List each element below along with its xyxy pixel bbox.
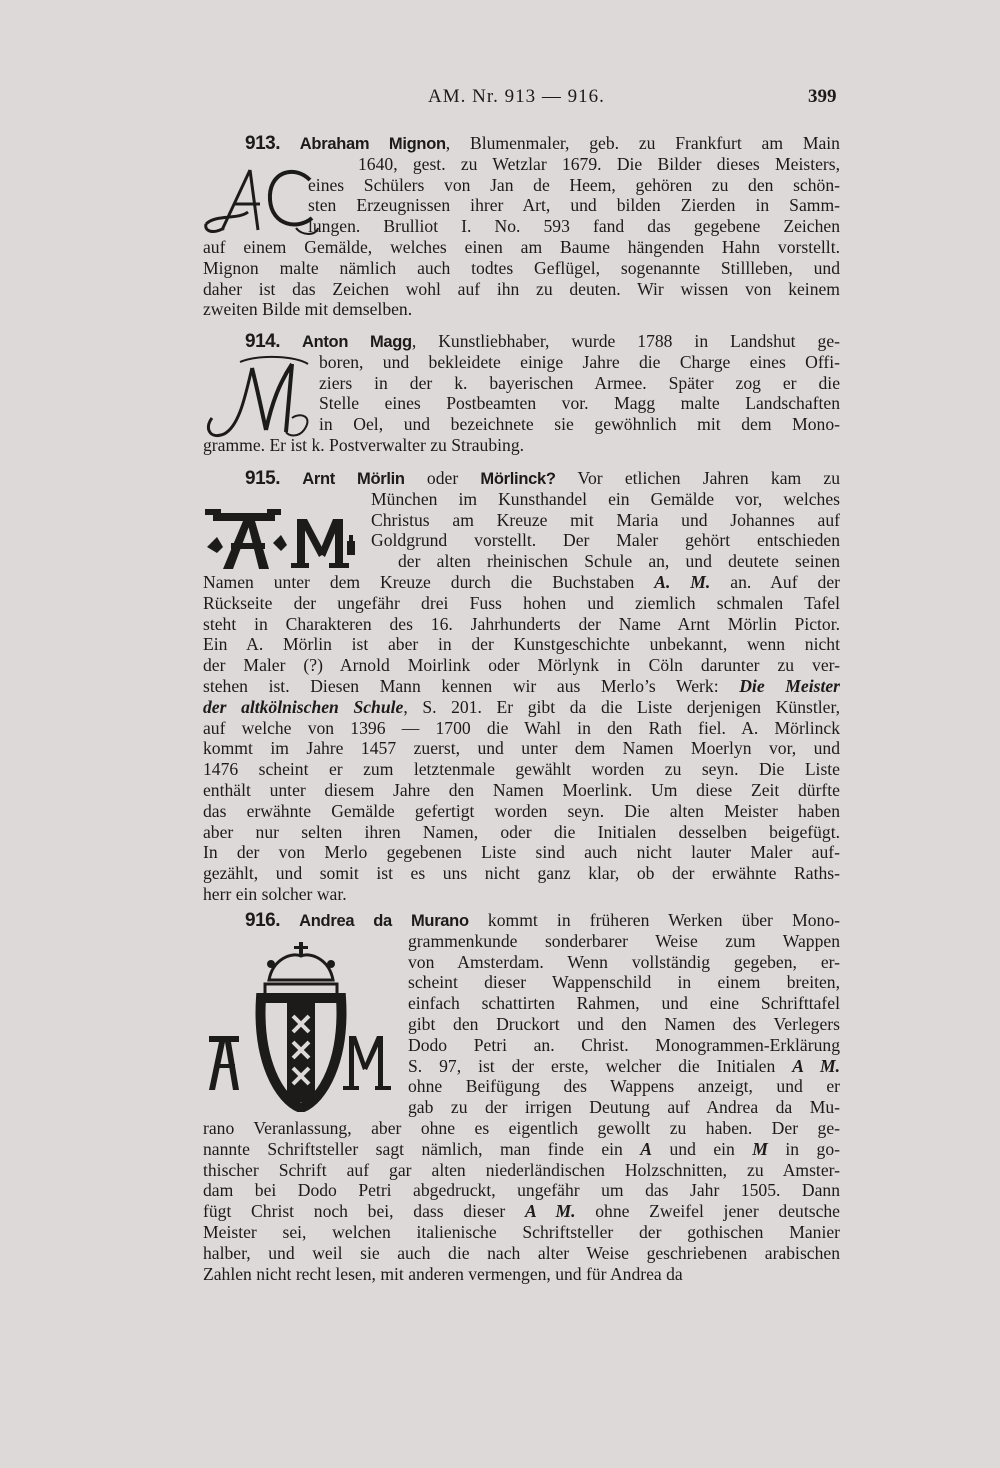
- artist-name: Andrea da Murano: [299, 912, 469, 930]
- entry-line: gramme. Er ist k. Postverwalter zu Straubing.: [203, 434, 525, 455]
- entry-line: grammenkunde sonderbarer Weise zum Wappen: [408, 930, 840, 951]
- book-title: Die Meister: [739, 675, 840, 696]
- entry-line: der Maler (?) Arnold Moirlink oder Mörlynk in Cöln darunter zu ver-: [203, 655, 840, 676]
- entry-line: Goldgrund vorstellt. Der Maler gehört entschieden: [371, 530, 840, 551]
- entry-line: dam bei Dodo Petri abgedruckt, ungefähr um das Jahr 1505. Dann: [203, 1180, 840, 1201]
- entry-line: halber, und weil sie auch die nach alter Weise geschriebenen arabischen: [203, 1242, 840, 1263]
- entry-number: 913.: [245, 133, 280, 154]
- entry-line: kommt im Jahre 1457 zuerst, und unter dem Namen Moerlyn vor, und: [203, 738, 840, 759]
- running-title: AM. Nr. 913 — 916.: [428, 86, 605, 107]
- entry-line: von Amsterdam. Wenn vollständig gegeben, er-: [408, 951, 840, 972]
- entry-line: 914. Anton Magg, Kunstliebhaber, wurde 1788 in Landshut ge-: [245, 331, 840, 352]
- artist-name-variant: Mörlinck?: [480, 470, 556, 488]
- entry-line: steht in Charakteren des 16. Jahrhunderts der Name Arnt Mörlin Pictor.: [203, 613, 840, 634]
- entry-line: aber nur selten ihren Namen, oder die Initialen desselben beigefügt.: [203, 821, 840, 842]
- entry-line: auf einem Gemälde, welches einen am Baume hängenden Hahn vorstellt.: [203, 236, 840, 257]
- entry-line: stehen ist. Diesen Mann kennen wir aus Merlo’s Werk: Die Meister: [203, 675, 840, 696]
- entry-line: 916. Andrea da Murano kommt in früheren Werken über Mono-: [245, 910, 840, 931]
- entry-line: München im Kunsthandel ein Gemälde vor, welches: [371, 488, 840, 509]
- entry-number: 914.: [245, 331, 280, 352]
- artist-name: Arnt Mörlin: [302, 470, 405, 488]
- page-header: [0, 86, 1000, 116]
- monogram-am-script-icon: [198, 158, 323, 240]
- artist-name: Anton Magg: [301, 333, 412, 351]
- entry-line: rano Veranlassung, aber ohne es eigentlich gewollt zu haben. Der ge-: [203, 1117, 840, 1138]
- entry-line: Christus am Kreuze mit Maria und Johannes auf: [371, 509, 840, 530]
- entry-line: In der von Merlo gegebenen Liste sind auch nicht lauter Maler auf-: [203, 842, 840, 863]
- entry-line: gab zu der irrigen Deutung auf Andrea da Mu-: [408, 1097, 840, 1118]
- entry-line: 1476 scheint er zum letztenmale gewählt worden zu seyn. Die Liste: [203, 759, 840, 780]
- entry-line: herr ein solcher war.: [203, 883, 347, 904]
- book-title: der altkölnischen Schule: [203, 696, 404, 717]
- monogram-m-script-icon: [200, 352, 318, 444]
- entry-line: eines Schülers von Jan de Heem, gehören zu den schön-: [308, 174, 840, 195]
- entry-line: Rückseite der ungefähr drei Fuss hohen und ziemlich schmalen Tafel: [203, 592, 840, 613]
- entry-line: Namen unter dem Kreuze durch die Buchstaben A. M. an. Auf der: [203, 571, 840, 592]
- entry-line: S. 97, ist der erste, welcher die Initialen A M.: [408, 1055, 840, 1076]
- entry-line: 1640, gest. zu Wetzlar 1679. Die Bilder dieses Meisters,: [358, 153, 840, 174]
- page-number: 399: [808, 86, 837, 107]
- entry-line: zweiten Bilde mit demselben.: [203, 299, 413, 320]
- entry-line: 913. Abraham Mignon, Blumenmaler, geb. zu Frankfurt am Main: [245, 133, 840, 154]
- entry-line: sten Erzeugnissen ihrer Art, und bilden Zierden in Samm-: [308, 195, 840, 216]
- entry-line: fügt Christ noch bei, dass dieser A M. ohne Zweifel jener deutsche: [203, 1201, 840, 1222]
- entry-line: 915. Arnt Mörlin oder Mörlinck? Vor etlichen Jahren kam zu: [245, 468, 841, 489]
- entry-line: boren, und bekleidete einige Jahre die Charge eines Offi-: [319, 351, 840, 372]
- entry-line: Dodo Petri an. Christ. Monogrammen-Erklärung: [408, 1034, 840, 1055]
- entry-line: in Oel, und bezeichnete sie gewöhnlich mit dem Mono-: [319, 414, 840, 435]
- entry-line: enthält unter diesem Jahre den Namen Moerlink. Um diese Zeit dürfte: [203, 779, 840, 800]
- entry-line: nannte Schriftsteller sagt nämlich, man finde ein A und ein M in go-: [203, 1138, 840, 1159]
- entry-line: das erwähnte Gemälde gefertigt worden seyn. Die alten Meister haben: [203, 800, 840, 821]
- entry-line: ohne Beifügung des Wappens anzeigt, und er: [408, 1076, 840, 1097]
- entry-line: Ein A. Mörlin ist aber in der Kunstgeschichte unbekannt, wenn nicht: [203, 634, 840, 655]
- entry-line: scheint dieser Wappenschild in einem breiten,: [408, 972, 840, 993]
- artist-name: Abraham Mignon: [299, 135, 446, 153]
- entry-line: thischer Schrift auf gar alten niederländischen Holzschnitten, zu Amster-: [203, 1159, 840, 1180]
- entry-line: Stelle eines Postbeamten vor. Magg malte Landschaften: [319, 393, 840, 414]
- entry-line: der alten rheinischen Schule an, und deutete seinen: [398, 551, 840, 572]
- entry-line: einfach schattirten Rahmen, und eine Schrifttafel: [408, 993, 840, 1014]
- inline-monogram: A M.: [792, 1055, 840, 1076]
- monogram-am-gothic-icon: [203, 505, 369, 575]
- entry-number: 915.: [245, 468, 280, 489]
- amsterdam-coat-of-arms-icon: [203, 940, 403, 1112]
- entry-line: lungen. Brulliot I. No. 593 fand das gegebene Zeichen: [308, 216, 840, 237]
- entry-line: der altkölnischen Schule, S. 201. Er gibt da die Liste derjenigen Künstler,: [203, 696, 841, 717]
- entry-line: ziers in der k. bayerischen Armee. Später zog er die: [319, 372, 840, 393]
- entry-line: auf welche von 1396 — 1700 die Wahl in den Rath fiel. A. Mörlinck: [203, 717, 840, 738]
- entry-line: Meister sei, welchen italienische Schriftsteller der gothischen Manier: [203, 1221, 840, 1242]
- entry-line: daher ist das Zeichen wohl auf ihn zu deuten. Wir wissen von keinem: [203, 278, 840, 299]
- entry-number: 916.: [245, 910, 280, 931]
- entry-line: Zahlen nicht recht lesen, mit anderen vermengen, und für Andrea da: [203, 1263, 683, 1284]
- entry-line: gezählt, und somit ist es uns nicht ganz klar, ob der erwähnte Raths-: [203, 863, 840, 884]
- inline-monogram: A. M.: [654, 571, 711, 592]
- inline-monogram: A M.: [525, 1201, 576, 1222]
- entry-line: Mignon malte nämlich auch todtes Geflügel, sogenannte Stillleben, und: [203, 257, 840, 278]
- entry-line: gibt den Druckort und den Namen des Verlegers: [408, 1013, 840, 1034]
